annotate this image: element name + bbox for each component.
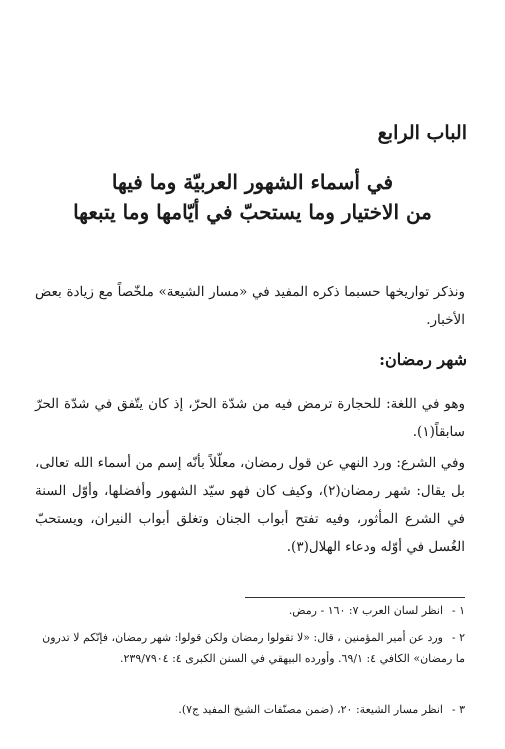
- footnote-divider: [245, 597, 465, 598]
- footnote-text: ورد عن أمير المؤمنين ، قال: «لا تقولوا رمضان ولكن قولوا: شهر رمضان، فإنّكم لا تدرون ما رمضان» الكافي ٤: ٦٩/١. وأورده البيهقي في السنن الكبرى ٤: ٢٣٩/٧٩٠٤.: [42, 631, 465, 665]
- footnote-text: انظر مسار الشيعة: ٢٠، (ضمن مصنّفات الشيخ المفيد ج٧).: [178, 703, 443, 716]
- footnote-1: [35, 600, 465, 621]
- footnote-number: ٢ -: [451, 631, 465, 644]
- paragraph-language: وهو في اللغة: للحجارة ترمض فيه من شدّة الحرّ، إذ كان يتّفق في شدّة الحرّ سابقاً(١).: [35, 396, 465, 440]
- paragraph-sharia: وفي الشرع: ورد النهي عن قول رمضان، معلّلاً بأنّه إسم من أسماء الله تعالى، بل يقال: شهر رمضان(٢)، وكيف كان فهو سيّد الشهور وأفضلها، وأوّل السنة في الشرع المأثور، وفيه تفتح أبواب الجنان وتغلق أبواب النيران، ويستحبّ الغُسل في أوّله ودعاء الهلال(٣).: [35, 455, 465, 555]
- footnote-3: [35, 699, 465, 720]
- footnote-2: [35, 627, 465, 669]
- chapter-title: الباب الرابع: [377, 122, 467, 144]
- main-title-line-2: من الاختيار وما يستحبّ في أيّامها وما يتبعها: [73, 200, 432, 224]
- main-title-line-1: في أسماء الشهور العربيّة وما فيها: [111, 170, 394, 194]
- footnote-number: ١ -: [451, 604, 465, 617]
- section-title: شهر رمضان:: [379, 350, 467, 369]
- footnote-text: انظر لسان العرب ٧: ١٦٠ - رمض.: [288, 604, 443, 617]
- footnote-number: ٣ -: [451, 703, 465, 716]
- intro-paragraph: ونذكر تواريخها حسبما ذكره المفيد في «مسار الشيعة» ملخّصاً مع زيادة بعض الأخبار.: [35, 284, 465, 328]
